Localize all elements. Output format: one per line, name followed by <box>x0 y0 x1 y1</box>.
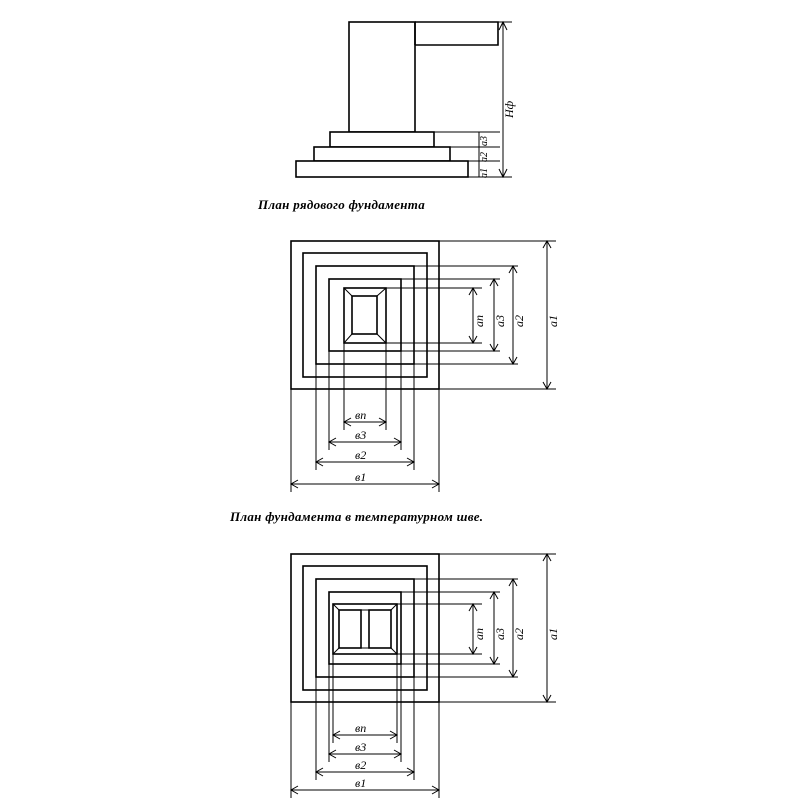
elevation-label-step3: а3 <box>479 136 490 146</box>
column-cap <box>415 22 498 45</box>
plan2-label-v1: в1 <box>355 776 367 790</box>
plan1-label-ap: ап <box>472 315 486 327</box>
foundation-step-3 <box>330 132 434 147</box>
plan-expansion-joint-view <box>291 554 556 798</box>
plan2-label-a3: а3 <box>493 628 507 640</box>
plan1-label-v1: в1 <box>355 470 367 484</box>
plan1-label-a1: а1 <box>546 315 560 327</box>
caption-plan-ordinary: План рядового фундамента <box>258 197 426 212</box>
plan2-label-v3: в3 <box>355 740 367 754</box>
plan2-label-ap: ап <box>472 628 486 640</box>
foundation-step-1 <box>296 161 468 177</box>
elevation-label-step2: а2 <box>479 152 490 162</box>
plan2-socket-inner-right <box>369 610 391 648</box>
plan1-label-v3: в3 <box>355 428 367 442</box>
plan1-socket-inner <box>352 296 377 334</box>
plan1-label-v2: в2 <box>355 448 367 462</box>
plan1-label-a3: а3 <box>493 315 507 327</box>
column-shaft <box>349 22 415 132</box>
caption-plan-expansion-joint: План фундамента в температурном шве. <box>230 509 484 524</box>
plan2-label-v2: в2 <box>355 758 367 772</box>
plan2-label-a1: а1 <box>546 628 560 640</box>
plan-ordinary-view <box>291 241 556 492</box>
foundation-step-2 <box>314 147 450 161</box>
plan1-label-vp: вп <box>355 408 367 422</box>
plan2-socket-inner-left <box>339 610 361 648</box>
plan1-label-a2: а2 <box>512 315 526 327</box>
plan2-label-a2: а2 <box>512 628 526 640</box>
plan2-label-vp: вп <box>355 721 367 735</box>
elevation-label-total-height: Нф <box>502 100 516 118</box>
elevation-label-step1: а1 <box>479 168 490 178</box>
